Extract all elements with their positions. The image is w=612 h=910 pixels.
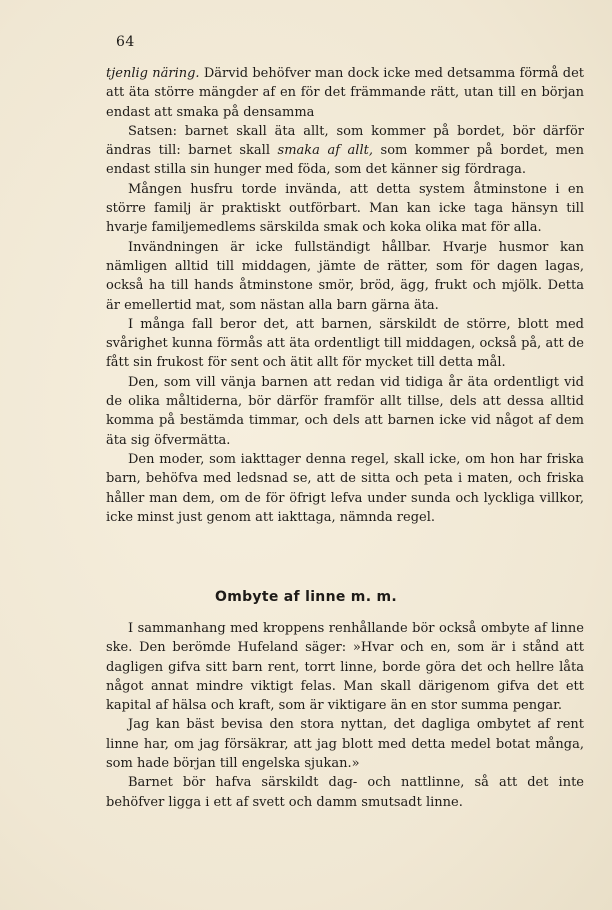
paragraph	[106, 238, 584, 315]
paragraph	[106, 373, 584, 450]
text-run: Därvid behöfver man dock icke med detsamma förmå det att äta större mängder af en för det främmande rätt, utan till en början endast att smaka på densamma	[106, 66, 584, 120]
italic-text: smaka af allt,	[277, 143, 373, 159]
text-run: Barnet bör hafva särskildt dag- och nattlinne, så att det inte behöfver ligga i ett af svett och damm smutsadt linne.	[106, 775, 584, 810]
paragraph	[106, 122, 584, 180]
section-heading: Ombyte af linne m. m.	[215, 589, 397, 605]
text-run: Den, som vill vänja barnen att redan vid tidiga år äta ordentligt vid de olika måltiderna, bör därför framför allt tillse, dels att dessa alltid komma på bestämda timmar, och dels att barnen icke vid något af dem äta sig öfvermätta.	[106, 374, 584, 448]
paragraph	[106, 315, 584, 373]
paragraph	[106, 715, 584, 773]
paragraph	[106, 450, 584, 527]
italic-text: tjenlig näring.	[106, 66, 200, 81]
paragraph	[106, 773, 584, 812]
text-run: Den moder, som iakttager denna regel, skall icke, om hon har friska barn, behöfva med ledsnad se, att de sitta och peta i maten, och friska håller man dem, om de för öfrigt lefva under sunda och lyckliga villkor, icke minst just genom att iakttaga, nämnda regel.	[106, 451, 584, 525]
text-run: Satsen: barnet skall äta allt, som kommer på bordet, bör därför ändras till: barnet skall	[106, 123, 584, 159]
text-run: I många fall beror det, att barnen, särskildt de större, blott med svårighet kunna förmås att äta ordentligt till middagen, också på, att de fått sin frukost för sent och ätit allt för mycket till detta mål.	[106, 316, 584, 371]
text-run: Jag kan bäst bevisa den stora nyttan, det dagliga ombytet af rent linne har, om jag försäkrar, att jag blott med detta medel botat många, som hade början till engelska sjukan.»	[106, 717, 584, 772]
text-run: som kommer på bordet, men endast stilla sin hunger med föda, som det känner sig fördraga.	[106, 143, 584, 178]
text-run: I sammanhang med kroppens renhållande bör också ombyte af linne ske. Den berömde Hufeland säger: »Hvar och en, som är i stånd att dagligen gifva sitt barn rent, torrt linne, borde göra det och hellre låta något annat mindre viktigt felas. Man skall därigenom gifva det ett kapital af hälsa och kraft, som är viktigare än en stor summa pengar.	[106, 621, 584, 714]
body-text-top	[106, 64, 584, 527]
text-run: Mången husfru torde invända, att detta system åtminstone i en större familj är praktiskt outförbart. Man kan icke taga hänsyn till hvarje familjemedlems särskilda smak och koka olika mat för alla.	[106, 181, 584, 236]
paragraph	[106, 619, 584, 715]
page-number: 64	[116, 34, 135, 50]
text-run: Invändningen är icke fullständigt hållbar. Hvarje husmor kan nämligen alltid till middagen, jämte de rätter, som för dagen lagas, också ha till hands åtminstone smör, bröd, ägg, frukt och mjölk. Detta är emellertid mat, som nästan alla barn gärna äta.	[106, 239, 584, 313]
paragraph	[106, 64, 584, 122]
paragraph	[106, 180, 584, 238]
body-text-bottom	[106, 619, 584, 812]
